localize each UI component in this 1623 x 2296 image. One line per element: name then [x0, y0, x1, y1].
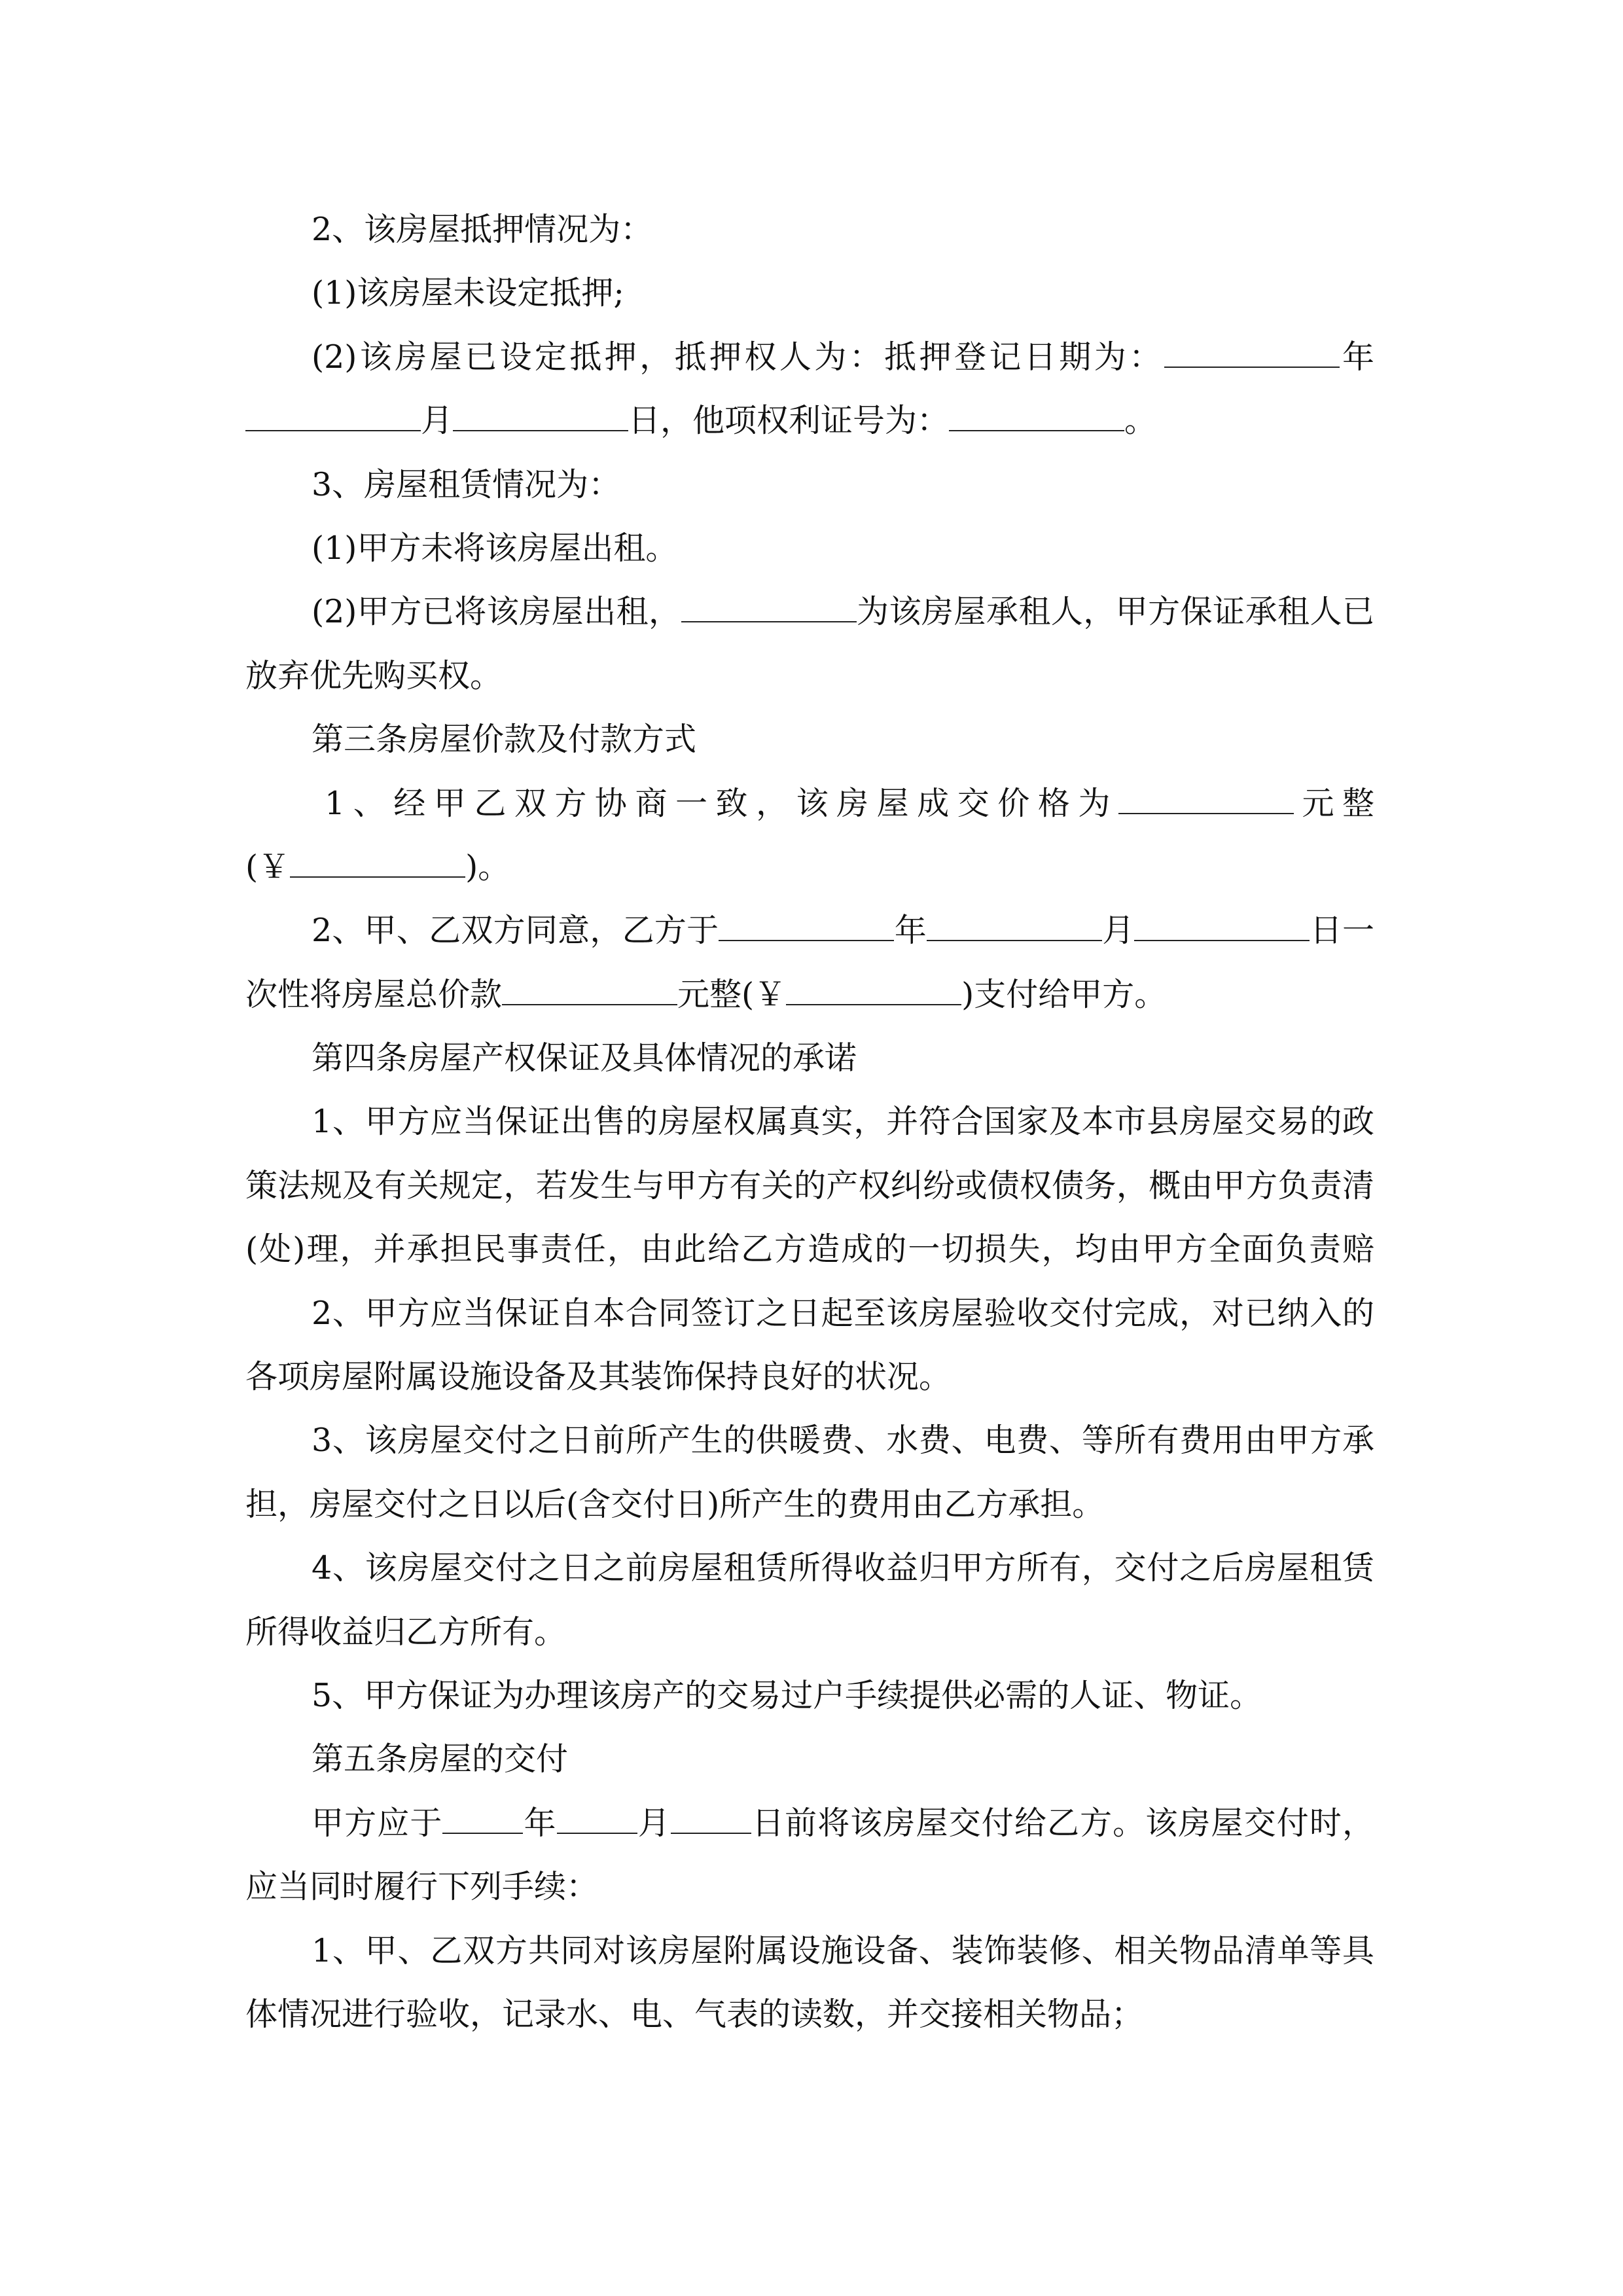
- text: )支付给甲方。: [961, 975, 1167, 1013]
- text: (2)甲方已将该房屋出租，: [312, 593, 681, 631]
- text: 1、经甲乙双方协商一致，该房屋成交价格为: [325, 784, 1118, 822]
- text: 3、该房屋交付之日前所产生的供暖费、水费、电费、等所有费用由甲方承: [312, 1422, 1374, 1460]
- text-line: [245, 198, 1374, 261]
- text-line: [245, 1282, 1374, 1345]
- blank-field[interactable]: [786, 978, 961, 1005]
- text-line: [245, 453, 1374, 516]
- blank-field[interactable]: [442, 1806, 523, 1834]
- text-line: [245, 1919, 1374, 1982]
- blank-field[interactable]: [1118, 787, 1294, 814]
- text: 应当同时履行下列手续：: [245, 1868, 599, 1906]
- text-line: [245, 516, 1374, 580]
- text: 5、甲方保证为办理该房产的交易过户手续提供必需的人证、物证。: [312, 1676, 1262, 1714]
- text-line: [245, 1090, 1374, 1153]
- text: 年: [523, 1804, 557, 1842]
- blank-field[interactable]: [949, 404, 1124, 431]
- contract-page-body: [245, 198, 1374, 2046]
- text: 。: [1124, 402, 1157, 440]
- text: 月: [421, 402, 454, 440]
- text: 3、房屋租赁情况为：: [312, 465, 621, 503]
- text: 第五条房屋的交付: [312, 1740, 569, 1778]
- text: 2、甲、乙双方同意，乙方于: [312, 912, 719, 950]
- text-line: [245, 1664, 1374, 1727]
- text: 2、甲方应当保证自本合同签订之日起至该房屋验收交付完成，对已纳入的: [312, 1294, 1374, 1332]
- text-line: [245, 1345, 1374, 1408]
- text-line: [245, 1536, 1374, 1600]
- section-heading: [245, 1727, 1374, 1791]
- text: 所得收益归乙方所有。: [245, 1613, 567, 1651]
- blank-field[interactable]: [1134, 914, 1310, 941]
- blank-field[interactable]: [671, 1806, 751, 1834]
- section-heading: [245, 1026, 1374, 1090]
- text-line: [245, 261, 1374, 325]
- text-line: [245, 1408, 1374, 1472]
- text: 元整(￥: [677, 975, 787, 1013]
- text: 元整: [1293, 784, 1374, 822]
- text: (￥: [245, 848, 291, 886]
- text-line: [245, 1791, 1374, 1855]
- text: 2、该房屋抵押情况为：: [312, 211, 653, 248]
- text: 第三条房屋价款及付款方式: [312, 721, 697, 759]
- text: 策法规及有关规定，若发生与甲方有关的产权纠纷或债权债务，概由甲方负责清: [245, 1166, 1374, 1204]
- text-line: [245, 772, 1374, 835]
- text: 年: [1339, 338, 1374, 376]
- text: (1)该房屋未设定抵押;: [312, 274, 624, 312]
- text-line: [245, 580, 1374, 643]
- text-line: [245, 963, 1374, 1026]
- text: 月: [637, 1804, 671, 1842]
- blank-field[interactable]: [1164, 340, 1340, 368]
- blank-field[interactable]: [681, 595, 857, 622]
- blank-field[interactable]: [453, 404, 628, 431]
- blank-field[interactable]: [557, 1806, 637, 1834]
- blank-field[interactable]: [290, 850, 465, 878]
- blank-field[interactable]: [502, 978, 677, 1005]
- text: 为该房屋承租人，甲方保证承租人已: [856, 593, 1374, 631]
- text: 日，他项权利证号为：: [628, 402, 950, 440]
- text-line: [245, 644, 1374, 708]
- text-line: [245, 899, 1374, 962]
- text-line: [245, 1217, 1374, 1281]
- text-line: [245, 835, 1374, 899]
- blank-field[interactable]: [245, 404, 421, 431]
- text: 第四条房屋产权保证及具体情况的承诺: [312, 1039, 857, 1077]
- text: (1)甲方未将该房屋出租。: [312, 529, 678, 567]
- text: 各项房屋附属设施设备及其装饰保持良好的状况。: [245, 1358, 952, 1396]
- text: 1、甲方应当保证出售的房屋权属真实，并符合国家及本市县房屋交易的政: [312, 1103, 1374, 1141]
- text: 体情况进行验收，记录水、电、气表的读数，并交接相关物品；: [245, 1995, 1144, 2033]
- text-line: [245, 1855, 1374, 1918]
- section-heading: [245, 708, 1374, 771]
- blank-field[interactable]: [927, 914, 1102, 941]
- text: 4、该房屋交付之日之前房屋租赁所得收益归甲方所有，交付之后房屋租赁: [312, 1549, 1374, 1587]
- text: 月: [1101, 912, 1135, 950]
- text: 放弃优先购买权。: [245, 656, 503, 694]
- text: 日前将该房屋交付给乙方。该房屋交付时，: [751, 1804, 1374, 1842]
- text: (2)该房屋已设定抵押，抵押权人为：抵押登记日期为：: [312, 338, 1164, 376]
- text-line: [245, 389, 1374, 452]
- text: 担，房屋交付之日以后(含交付日)所产生的费用由乙方承担。: [245, 1485, 1105, 1523]
- text-line: [245, 1600, 1374, 1664]
- text: 年: [894, 912, 927, 950]
- text-line: [245, 1982, 1374, 2046]
- text: )。: [465, 848, 510, 886]
- blank-field[interactable]: [719, 914, 894, 941]
- text-line: [245, 1473, 1374, 1536]
- text: 1、甲、乙双方共同对该房屋附属设施设备、装饰装修、相关物品清单等具: [312, 1931, 1374, 1969]
- text: 次性将房屋总价款: [245, 975, 503, 1013]
- text-line: [245, 1154, 1374, 1217]
- text-line: [245, 325, 1374, 389]
- text: 日一: [1310, 912, 1374, 950]
- text: 甲方应于: [312, 1804, 443, 1842]
- text: (处)理，并承担民事责任，由此给乙方造成的一切损失，均由甲方全面负责赔: [245, 1230, 1374, 1268]
